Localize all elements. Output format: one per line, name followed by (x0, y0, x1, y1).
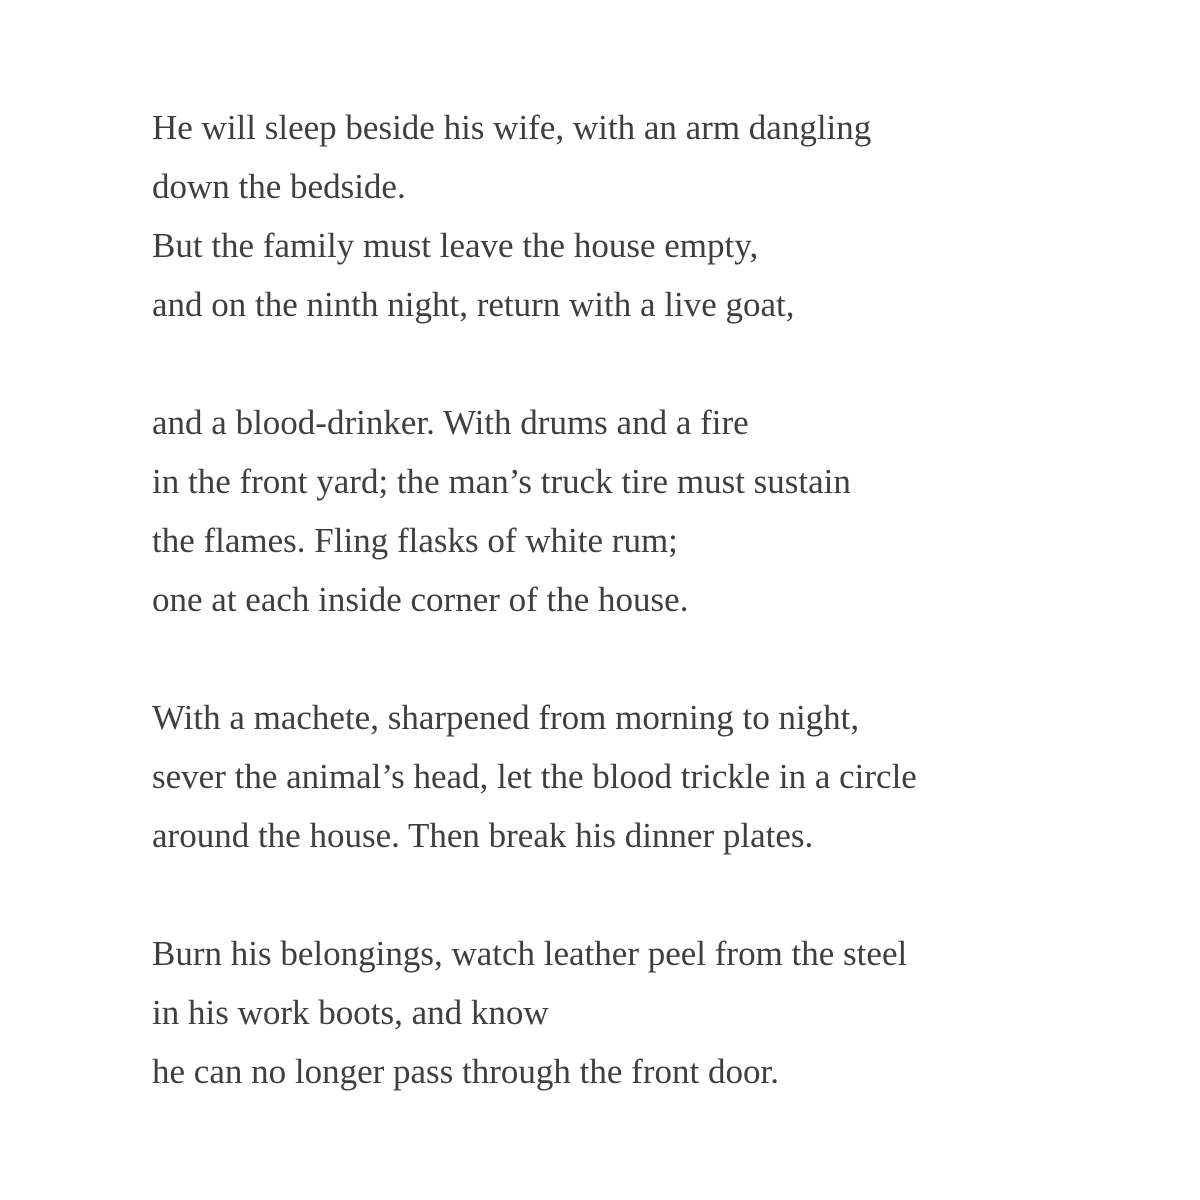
poem-line: in his work boots, and know (152, 993, 549, 1032)
stanza-3 (152, 688, 1152, 865)
poem-line: But the family must leave the house empty, (152, 226, 759, 265)
poem-line: down the bedside. (152, 167, 406, 206)
poem-line: the flames. Fling flasks of white rum; (152, 521, 678, 560)
poem-line: Burn his belongings, watch leather peel from the steel (152, 934, 908, 973)
poem-line: in the front yard; the man’s truck tire must sustain (152, 462, 851, 501)
stanza-4 (152, 924, 1152, 1101)
stanza-2 (152, 393, 1152, 629)
poem-text (152, 98, 1152, 1101)
poem-line: sever the animal’s head, let the blood trickle in a circle (152, 757, 917, 796)
poem-line: one at each inside corner of the house. (152, 580, 689, 619)
stanza-1 (152, 98, 1152, 334)
poem-line: he can no longer pass through the front door. (152, 1052, 779, 1091)
poem-line: and on the ninth night, return with a live goat, (152, 285, 795, 324)
poem-line: With a machete, sharpened from morning to night, (152, 698, 860, 737)
poem-line: and a blood-drinker. With drums and a fire (152, 403, 749, 442)
poem-line: around the house. Then break his dinner plates. (152, 816, 814, 855)
poem-line: He will sleep beside his wife, with an arm dangling (152, 108, 872, 147)
